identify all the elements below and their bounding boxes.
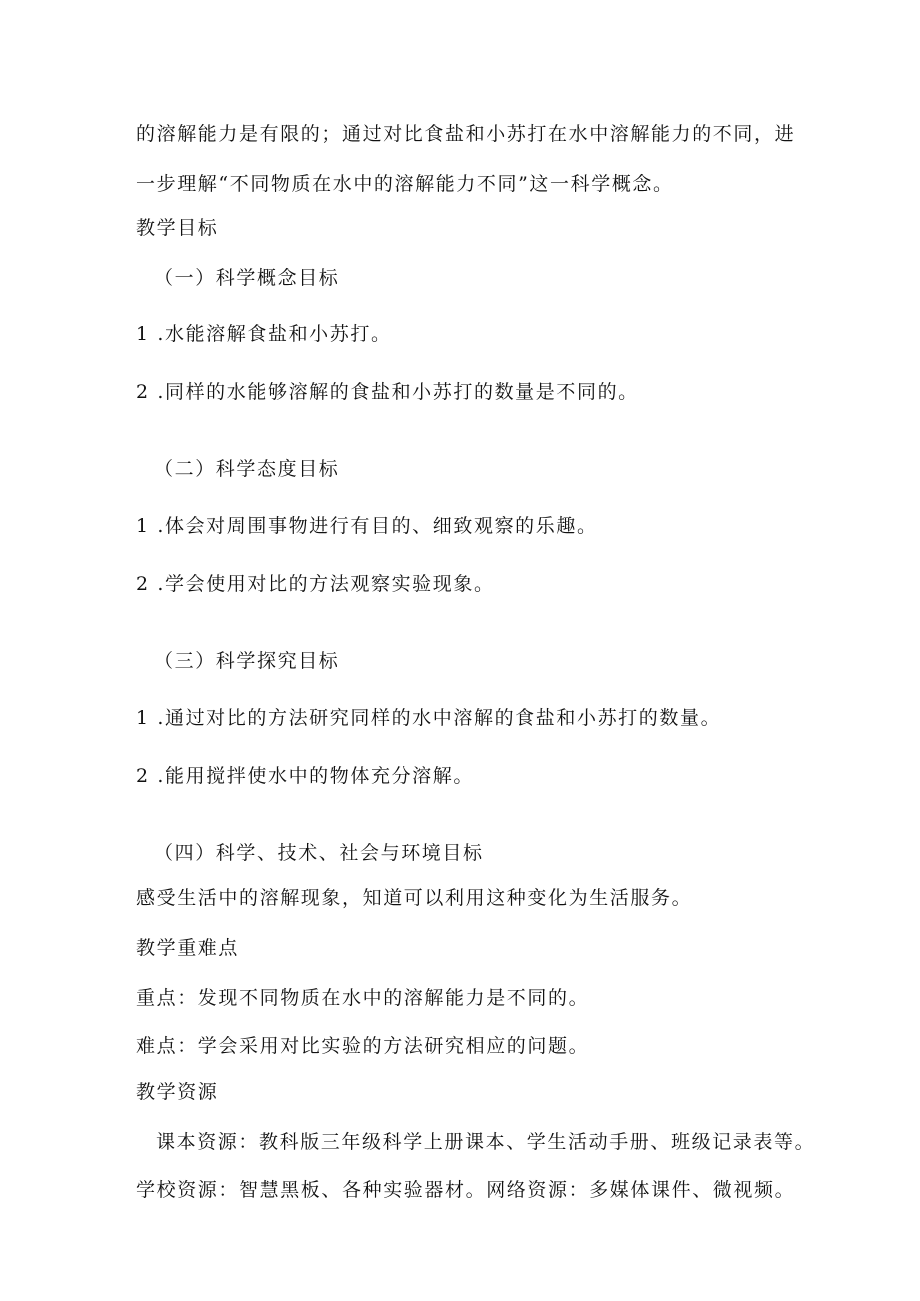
key-point: 重点：发现不同物质在水中的溶解能力是不同的。 xyxy=(136,987,590,1009)
concept-item-2: 2 .同样的水能够溶解的食盐和小苏打的数量是不同的。 xyxy=(136,381,639,403)
intro-line-2: 一步理解“不同物质在水中的溶解能力不同”这一科学概念。 xyxy=(136,173,674,195)
intro-line-1: 的溶解能力是有限的；通过对比食盐和小苏打在水中溶解能力的不同，进 xyxy=(136,123,796,145)
objectives-heading: 教学目标 xyxy=(136,217,219,239)
textbook-resources: 课本资源：教科版三年级科学上册课本、学生活动手册、班级记录表等。 xyxy=(156,1131,816,1153)
key-points-heading: 教学重难点 xyxy=(136,937,240,959)
inquiry-objectives-title: （三）科学探究目标 xyxy=(154,650,340,672)
attitude-item-1: 1 .体会对周围事物进行有目的、细致观察的乐趣。 xyxy=(136,515,598,537)
school-resources: 学校资源：智慧黑板、各种实验器材。网络资源：多媒体课件、微视频。 xyxy=(136,1179,796,1201)
stse-objectives-title: （四）科学、技术、社会与环境目标 xyxy=(154,842,484,864)
inquiry-item-1: 1 .通过对比的方法研究同样的水中溶解的食盐和小苏打的数量。 xyxy=(136,707,722,729)
inquiry-item-2: 2 .能用搅拌使水中的物体充分溶解。 xyxy=(136,765,474,787)
difficult-point: 难点：学会采用对比实验的方法研究相应的问题。 xyxy=(136,1035,590,1057)
resources-heading: 教学资源 xyxy=(136,1081,219,1103)
stse-text: 感受生活中的溶解现象，知道可以利用这种变化为生活服务。 xyxy=(136,887,693,909)
attitude-objectives-title: （二）科学态度目标 xyxy=(154,458,340,480)
concept-objectives-title: （一）科学概念目标 xyxy=(154,267,340,289)
attitude-item-2: 2 .学会使用对比的方法观察实验现象。 xyxy=(136,573,495,595)
concept-item-1: 1 .水能溶解食盐和小苏打。 xyxy=(136,323,392,345)
